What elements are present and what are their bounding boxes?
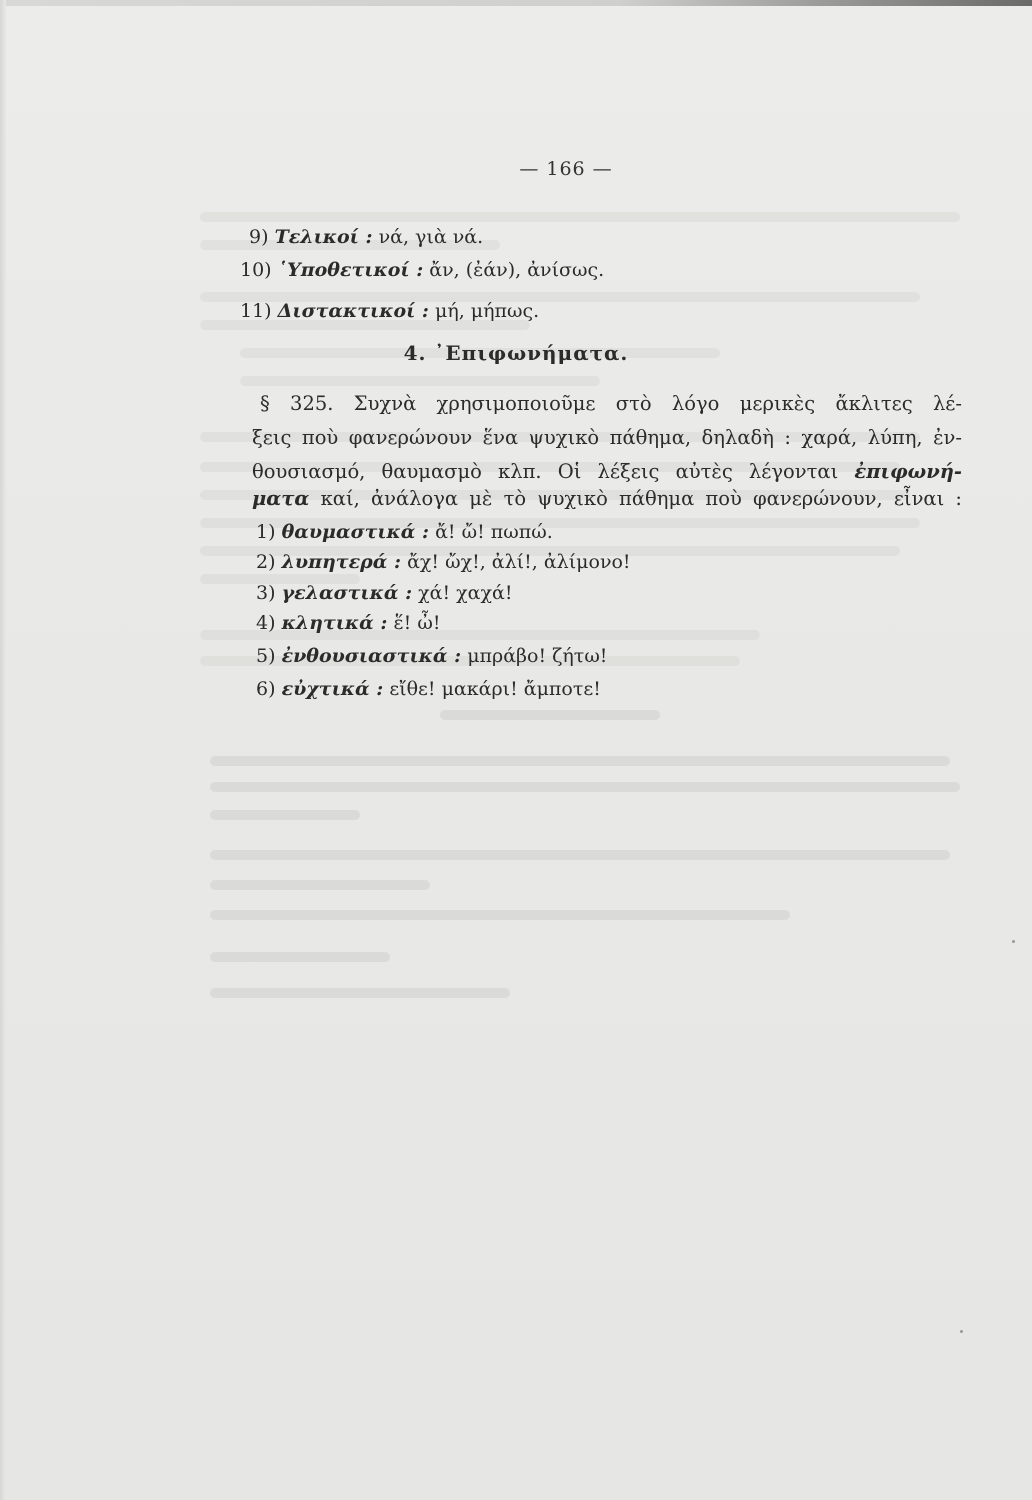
- list-item-label: ῾Υποθετικοί :: [277, 259, 424, 281]
- list-item-number: 6): [256, 678, 276, 700]
- list-item-number: 2): [256, 551, 276, 573]
- list-item-text: νά, γιὰ νά.: [378, 226, 484, 248]
- list-item: [249, 224, 483, 250]
- list-item-label: γελαστικά :: [281, 582, 413, 604]
- list-item-text: ἄν, (ἐάν), ἀνίσως.: [429, 259, 605, 281]
- list-item: [240, 257, 604, 283]
- list-item-label: Διστακτικοί :: [277, 300, 429, 322]
- list-item-number: 4): [256, 612, 276, 634]
- show-through-lower: [210, 690, 970, 1020]
- page-top-edge: [0, 0, 1032, 6]
- list-item-label: κλητικά :: [281, 612, 388, 634]
- paragraph-line: [252, 459, 962, 485]
- section-heading: 4. ᾿Επιφωνήματα.: [403, 341, 629, 365]
- list-item-number: 5): [256, 645, 276, 667]
- list-item: [256, 643, 607, 669]
- list-item-text: ἄχ! ὤχ!, ἀλί!, ἀλίμονο!: [407, 551, 631, 573]
- list-item-number: 1): [256, 521, 276, 543]
- list-item: [256, 676, 601, 702]
- list-item-number: 3): [256, 582, 276, 604]
- list-item-label: εὐχτικά :: [281, 678, 384, 700]
- list-item: [256, 610, 440, 636]
- list-item: [256, 580, 512, 606]
- list-item: [256, 549, 631, 575]
- list-item-label: Τελικοί :: [274, 226, 373, 248]
- list-item-label: θαυμαστικά :: [281, 521, 430, 543]
- page-number: — 166 —: [519, 158, 613, 180]
- page-left-edge: [0, 0, 6, 1500]
- paragraph-text: καί, ἀνάλογα μὲ τὸ ψυχικὸ πάθημα ποὺ φανερώνουν, εἶναι :: [320, 487, 962, 510]
- list-item-text: ἄ! ὤ! πωπώ.: [435, 521, 553, 543]
- paragraph-line: § 325. Συχνὰ χρησιμοποιοῦμε στὸ λόγο μερικὲς ἄκλιτες λέ-: [260, 392, 962, 415]
- term-epifonimata-cont: ματα: [252, 487, 310, 510]
- list-item-text: χά! χαχά!: [418, 582, 513, 604]
- paragraph-line: [252, 486, 962, 512]
- paragraph-line: ξεις ποὺ φανερώνουν ἕνα ψυχικὸ πάθημα, δηλαδὴ : χαρά, λύπη, ἐν-: [252, 426, 962, 449]
- scan-speck: [960, 1330, 963, 1333]
- list-item-label: ἐνθουσιαστικά :: [281, 645, 462, 667]
- list-item: [240, 298, 539, 324]
- list-item-text: εἴθε! μακάρι! ἄμποτε!: [389, 678, 601, 700]
- list-item-text: μπράβο! ζήτω!: [467, 645, 608, 667]
- list-item-number: 10): [240, 259, 272, 281]
- list-item-label: λυπητερά :: [281, 551, 402, 573]
- paragraph-text: θουσιασμό, θαυμασμὸ κλπ. Οἱ λέξεις αὐτὲς λέγονται: [252, 460, 839, 483]
- list-item-number: 9): [249, 226, 269, 248]
- scan-speck: [1012, 940, 1015, 943]
- list-item-number: 11): [240, 300, 272, 322]
- list-item-text: ἕ! ὦ!: [393, 612, 441, 634]
- list-item-text: μή, μήπως.: [435, 300, 540, 322]
- term-epifonimata: ἐπιφωνή-: [854, 460, 962, 483]
- list-item: [256, 519, 553, 545]
